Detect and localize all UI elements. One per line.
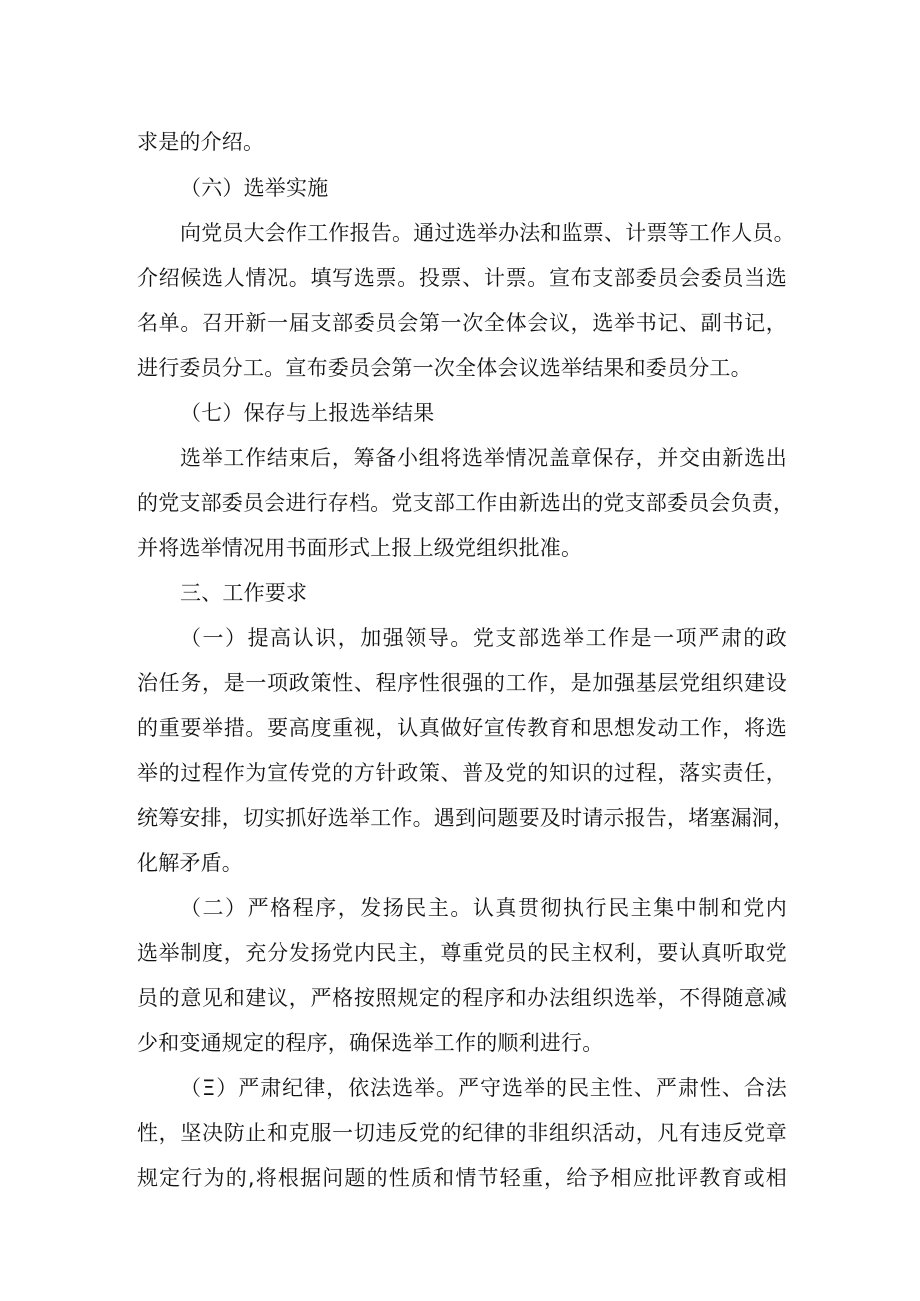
text-line-8: 选举工作结束后，筹备小组将选举情况盖章保存，并交由新选出 xyxy=(180,446,787,470)
text-line-22: （Ξ）严肃纪律，依法选举。严守选举的民主性、严肃性、合法 xyxy=(180,1076,787,1100)
text-line-3: 向党员大会作工作报告。通过选举办法和监票、计票等工作人员。 xyxy=(180,221,795,245)
section-heading-7: （七）保存与上报选举结果 xyxy=(180,401,435,425)
text-line-18: （二）严格程序，发扬民主。认真贯彻执行民主集中制和党内 xyxy=(180,896,787,920)
text-line-19: 选举制度，充分发扬党内民主，尊重党员的民主权利，要认真听取党 xyxy=(137,941,787,965)
text-line-9: 的党支部委员会进行存档。党支部工作由新选出的党支部委员会负责， xyxy=(137,491,795,515)
text-line-20: 员的意见和建议，严格按照规定的程序和办法组织选举，不得随意减 xyxy=(137,986,787,1010)
text-line-1: 求是的介绍。 xyxy=(137,130,265,154)
text-line-4: 介绍候选人情况。填写选票。投票、计票。宣布支部委员会委员当选 xyxy=(137,266,787,290)
text-line-23: 性，坚决防止和克服一切违反党的纪律的非组织活动，凡有违反党章 xyxy=(137,1121,787,1145)
text-line-12: （一）提高认识，加强领导。党支部选举工作是一项严肃的政 xyxy=(180,626,787,650)
text-line-14: 的重要举措。要高度重视，认真做好宣传教育和思想发动工作，将选 xyxy=(137,716,787,740)
text-line-13: 治任务，是一项政策性、程序性很强的工作，是加强基层党组织建设 xyxy=(137,671,787,695)
text-line-15: 举的过程作为宣传党的方针政策、普及党的知识的过程，落实责任， xyxy=(137,761,787,785)
text-line-21: 少和变通规定的程序，确保选举工作的顺利进行。 xyxy=(137,1031,604,1055)
text-line-6: 进行委员分工。宣布委员会第一次全体会议选举结果和委员分工。 xyxy=(137,356,752,380)
section-heading-6: （六）选举实施 xyxy=(180,176,329,200)
text-line-24: 规定行为的,将根据问题的性质和情节轻重，给予相应批评教育或相 xyxy=(137,1166,787,1190)
section-heading-3: 三、工作要求 xyxy=(180,581,308,605)
text-line-17: 化解矛盾。 xyxy=(137,851,243,875)
text-line-16: 统筹安排，切实抓好选举工作。遇到问题要及时请示报告，堵塞漏洞， xyxy=(137,806,795,830)
text-line-5: 名单。召开新一届支部委员会第一次全体会议，选举书记、副书记， xyxy=(137,311,787,335)
text-line-10: 并将选举情况用书面形式上报上级党组织批准。 xyxy=(137,536,583,560)
